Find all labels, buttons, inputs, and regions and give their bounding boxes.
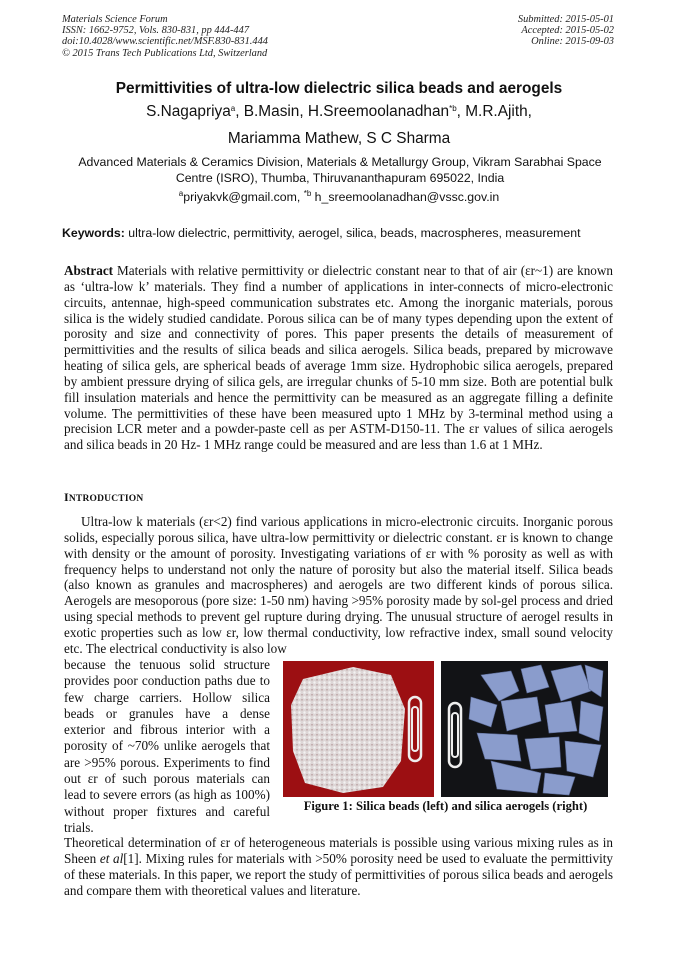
submitted-date: Submitted: 2015-05-01: [517, 14, 614, 25]
author: S.Nagapriya: [146, 103, 231, 120]
affiliation: Advanced Materials & Ceramics Division, Materials & Metallurgy Group, Vikram Sarabhai Space Centre (ISRO), Thumba, Thiruvananthapuram 695022, India: [78, 155, 602, 185]
text: [1]. Mixing rules for materials with >50% porosity need be used to evaluate the permittivity of these materials. In this paper, we report the study of permittivities of porous silica beads and aerogels and compare them with theoretical values and literature.: [64, 850, 613, 898]
keywords-label: Keywords:: [62, 226, 125, 240]
dates-header: [518, 14, 614, 48]
email[interactable]: h_sreemoolanadhan@vssc.gov.in: [311, 190, 500, 204]
email-sup: *b: [303, 189, 312, 198]
keywords-text: ultra-low dielectric, permittivity, aerogel, silica, beads, macrospheres, measurement: [124, 226, 581, 240]
email[interactable]: priyakvk@gmail.com,: [183, 190, 304, 204]
heading-initial: I: [64, 490, 69, 504]
section-heading-introduction: [64, 490, 143, 505]
author-sup: *b: [449, 104, 457, 113]
authors: , M.R.Ajith,: [456, 103, 532, 120]
figure-caption: Figure 1: Silica beads (left) and silica aerogels (right): [303, 799, 588, 813]
authors-line-1: [0, 103, 678, 121]
issn: ISSN: 1662-9752, Vols. 830-831, pp 444-447: [62, 25, 250, 37]
authors: , B.Masin, H.Sreemoolanadhan: [235, 103, 450, 120]
text: Theoretical determination of εr of heterogeneous materials is possible using various mixing rules as in Sheen: [64, 835, 613, 866]
online-date: Online: 2015-09-03: [531, 36, 614, 48]
author-sup: a: [230, 104, 236, 113]
abstract-label: Abstract: [64, 263, 114, 278]
journal-name: Materials Science Forum: [62, 14, 168, 25]
keywords: [62, 226, 622, 240]
authors-line-2: Mariamma Mathew, S C Sharma: [227, 130, 451, 147]
abstract: [64, 263, 613, 453]
accepted-date: Accepted: 2015-05-02: [521, 25, 614, 37]
doi: doi:10.4028/www.scientific.net/MSF.830-831.444: [62, 36, 268, 48]
intro-paragraph-1: Ultra-low k materials (εr<2) find various applications in micro-electronic circuits. Inorganic porous solids, especially porous silica, have ultra-low permittivity or dielectric constant. εr is known to change with density or the amount of porosity. Investigating variations of εr with % porosity as well as with frequency helps to understand not only the nature of porosity but also the material itself. Silica beads (also known as granules and macrospheres) and aerogels are two different kinds of porous silica. Aerogels are mesoporous (pore size: 1-50 nm) having >95% porosity made by sol-gel process and dried using special methods to prevent gel rupture during drying. The unusual structure of aerogel results in exotic properties such as low εr, low thermal conductivity, low refractive index, small sound velocity etc. The electrical conductivity is also low: [64, 514, 613, 656]
author-emails: [0, 190, 678, 204]
silica-beads-photo: [283, 661, 434, 797]
email-sup: a: [178, 189, 184, 198]
intro-paragraph-3: [64, 835, 613, 898]
heading-rest: NTRODUCTION: [68, 494, 144, 504]
intro-paragraph-2: because the tenuous solid structure provides poor conduction paths due to few charge carriers. Hollow silica beads or granules have a dense exterior and fibrous interior with a porosity of ~70% unlike aerogels that are >95% porous. Experiments to find out εr of such porous materials can lead to severe errors (as high as 100%) without proper fixtures and careful trials.: [64, 657, 270, 835]
paper-title: Permittivities of ultra-low dielectric silica beads and aerogels: [115, 80, 563, 97]
copyright: © 2015 Trans Tech Publications Ltd, Switzerland: [62, 47, 268, 59]
silica-aerogel-photo: [441, 661, 608, 797]
text-italic: et al: [99, 850, 124, 866]
journal-header: [62, 14, 268, 59]
abstract-text: Materials with relative permittivity or dielectric constant near to that of air (εr~1) are known as ‘ultra-low k’ materials. They find a number of applications in inter-connects of micro-electronic circuits, antennae, high-speed communication substrates etc. Among the inorganic materials, porous silica is the widely studied candidate. Porous silica can be of many types depending upon the extent of porosity and size and connectivity of pores. This paper presents the details of measurement of permittivities and the results of silica beads and silica aerogels. Silica beads, prepared by microwave heating of silica gels, are spherical beads of average 1mm size. Hydrophobic silica aerogels, prepared by ambient pressure drying of silica gels, are irregular chunks of 5-10 mm size. Both are potential bulk fill insulation materials and hence the permittivity can be measured as an aggregate filling a definite volume. The permittivities of these have been measured upto 1 MHz by 3-terminal method using a precision LCR meter and a powder-paste cell as per ASTM-D150-11. The εr values of silica aerogels and silica beads in 20 Hz- 1 MHz range could be measured and are less than 1.6 at 1 MHz.: [64, 263, 613, 453]
